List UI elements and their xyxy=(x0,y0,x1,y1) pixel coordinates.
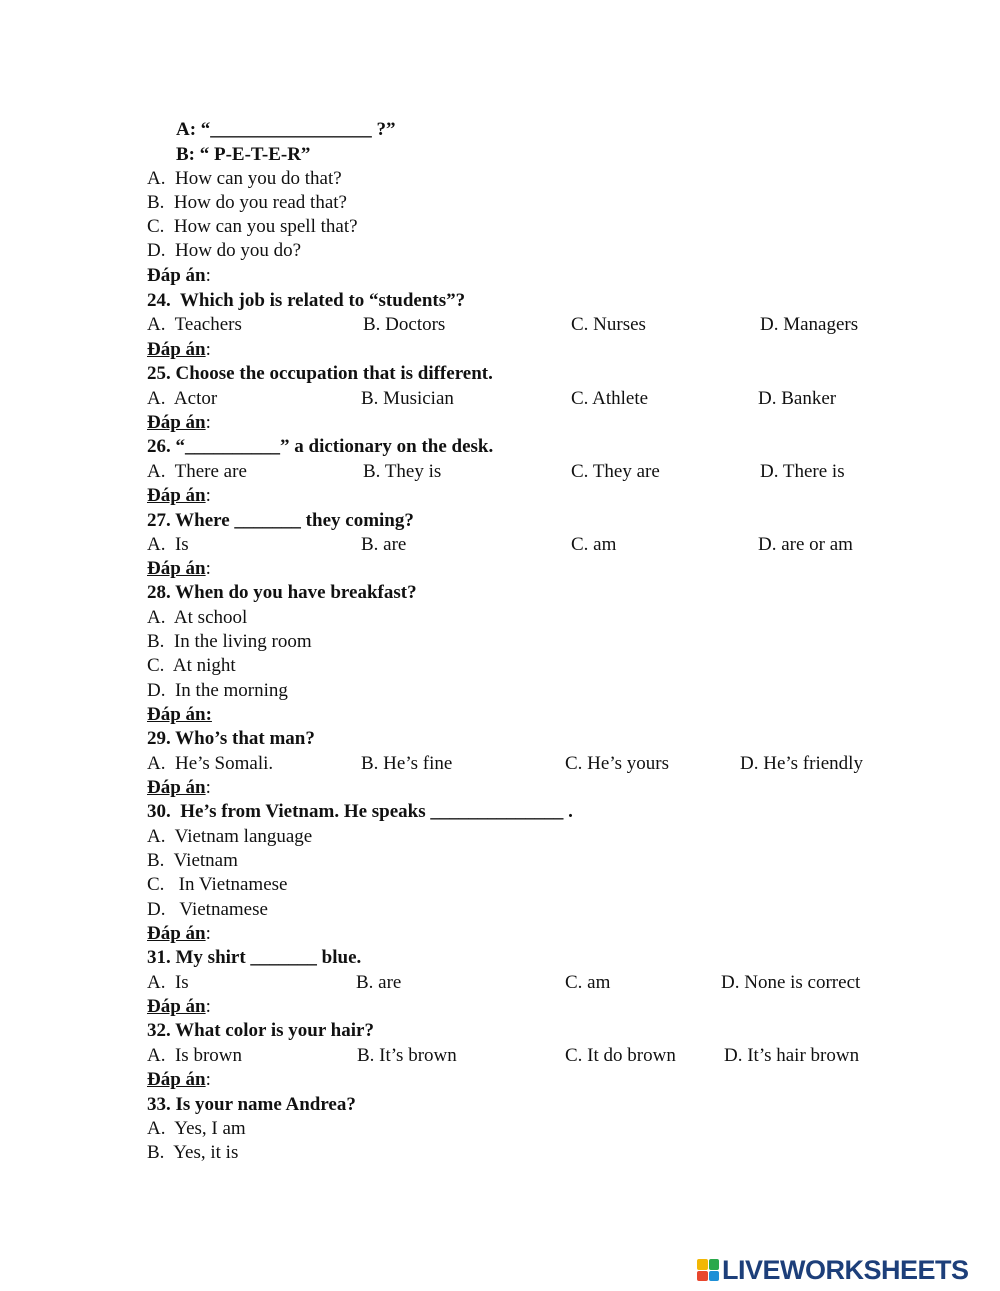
option-text: B. Vietnam xyxy=(147,850,238,871)
question-text: 27. Where _______ they coming? xyxy=(147,510,414,531)
question-text: 30. He’s from Vietnam. He speaks ______________ . xyxy=(147,801,573,822)
liveworksheets-logo-icon xyxy=(697,1259,719,1281)
option-text: B. They is xyxy=(363,461,442,482)
question-text: 28. When do you have breakfast? xyxy=(147,582,417,603)
option-text: D. Vietnamese xyxy=(147,899,268,920)
option-text: D. He’s friendly xyxy=(740,753,863,774)
option-text: B. He’s fine xyxy=(361,753,453,774)
option-text: B. It’s brown xyxy=(357,1045,457,1066)
option-text: D. Managers xyxy=(760,314,859,335)
answer-label: Đáp án: xyxy=(147,265,211,286)
option-text: B. Doctors xyxy=(363,314,446,335)
answer-label: Đáp án: xyxy=(147,558,211,579)
answer-label: Đáp án: xyxy=(147,339,211,360)
option-text: A. Is brown xyxy=(147,1045,242,1066)
option-text: C. They are xyxy=(571,461,660,482)
option-text: A. At school xyxy=(147,607,248,628)
option-text: A. He’s Somali. xyxy=(147,753,274,774)
answer-label: Đáp án: xyxy=(147,412,211,433)
question-text: 29. Who’s that man? xyxy=(147,728,315,749)
option-text: B. Yes, it is xyxy=(147,1142,239,1163)
option-text: A. Yes, I am xyxy=(147,1118,246,1139)
option-text: B. are xyxy=(361,534,407,555)
question-text: 31. My shirt _______ blue. xyxy=(147,947,362,968)
question-text: 33. Is your name Andrea? xyxy=(147,1094,356,1115)
option-text: B. In the living room xyxy=(147,631,312,652)
option-text: A. Is xyxy=(147,972,189,993)
option-text: D. How do you do? xyxy=(147,240,302,261)
option-text: B. Musician xyxy=(361,388,454,409)
option-text: D. Banker xyxy=(758,388,837,409)
answer-label: Đáp án: xyxy=(147,704,212,725)
question-text: A: “_________________ ?” xyxy=(176,119,396,140)
question-text: B: “ P-E-T-E-R” xyxy=(176,144,311,165)
question-text: 25. Choose the occupation that is different. xyxy=(147,363,493,384)
option-text: C. Nurses xyxy=(571,314,646,335)
option-text: C. am xyxy=(571,534,617,555)
answer-label: Đáp án: xyxy=(147,996,211,1017)
option-text: C. am xyxy=(565,972,611,993)
option-text: D. In the morning xyxy=(147,680,288,701)
option-text: D. None is correct xyxy=(721,972,861,993)
answer-label: Đáp án: xyxy=(147,485,211,506)
option-text: A. Vietnam language xyxy=(147,826,313,847)
question-text: 24. Which job is related to “students”? xyxy=(147,290,466,311)
option-text: A. There are xyxy=(147,461,247,482)
option-text: A. How can you do that? xyxy=(147,168,342,189)
question-text: 32. What color is your hair? xyxy=(147,1020,374,1041)
option-text: A. Teachers xyxy=(147,314,242,335)
option-text: C. At night xyxy=(147,655,236,676)
option-text: A. Is xyxy=(147,534,189,555)
option-text: D. There is xyxy=(760,461,845,482)
option-text: D. are or am xyxy=(758,534,853,555)
answer-label: Đáp án: xyxy=(147,923,211,944)
option-text: B. are xyxy=(356,972,402,993)
option-text: C. He’s yours xyxy=(565,753,669,774)
option-text: D. It’s hair brown xyxy=(724,1045,860,1066)
option-text: C. Athlete xyxy=(571,388,649,409)
option-text: C. In Vietnamese xyxy=(147,874,288,895)
liveworksheets-logo[interactable] xyxy=(697,1255,969,1285)
answer-label: Đáp án: xyxy=(147,777,211,798)
question-text: 26. “__________” a dictionary on the desk. xyxy=(147,436,494,457)
answer-label: Đáp án: xyxy=(147,1069,211,1090)
logo-text: LIVEWORKSHEETS xyxy=(722,1254,969,1285)
option-text: A. Actor xyxy=(147,388,218,409)
option-text: C. It do brown xyxy=(565,1045,676,1066)
option-text: C. How can you spell that? xyxy=(147,216,358,237)
option-text: B. How do you read that? xyxy=(147,192,347,213)
